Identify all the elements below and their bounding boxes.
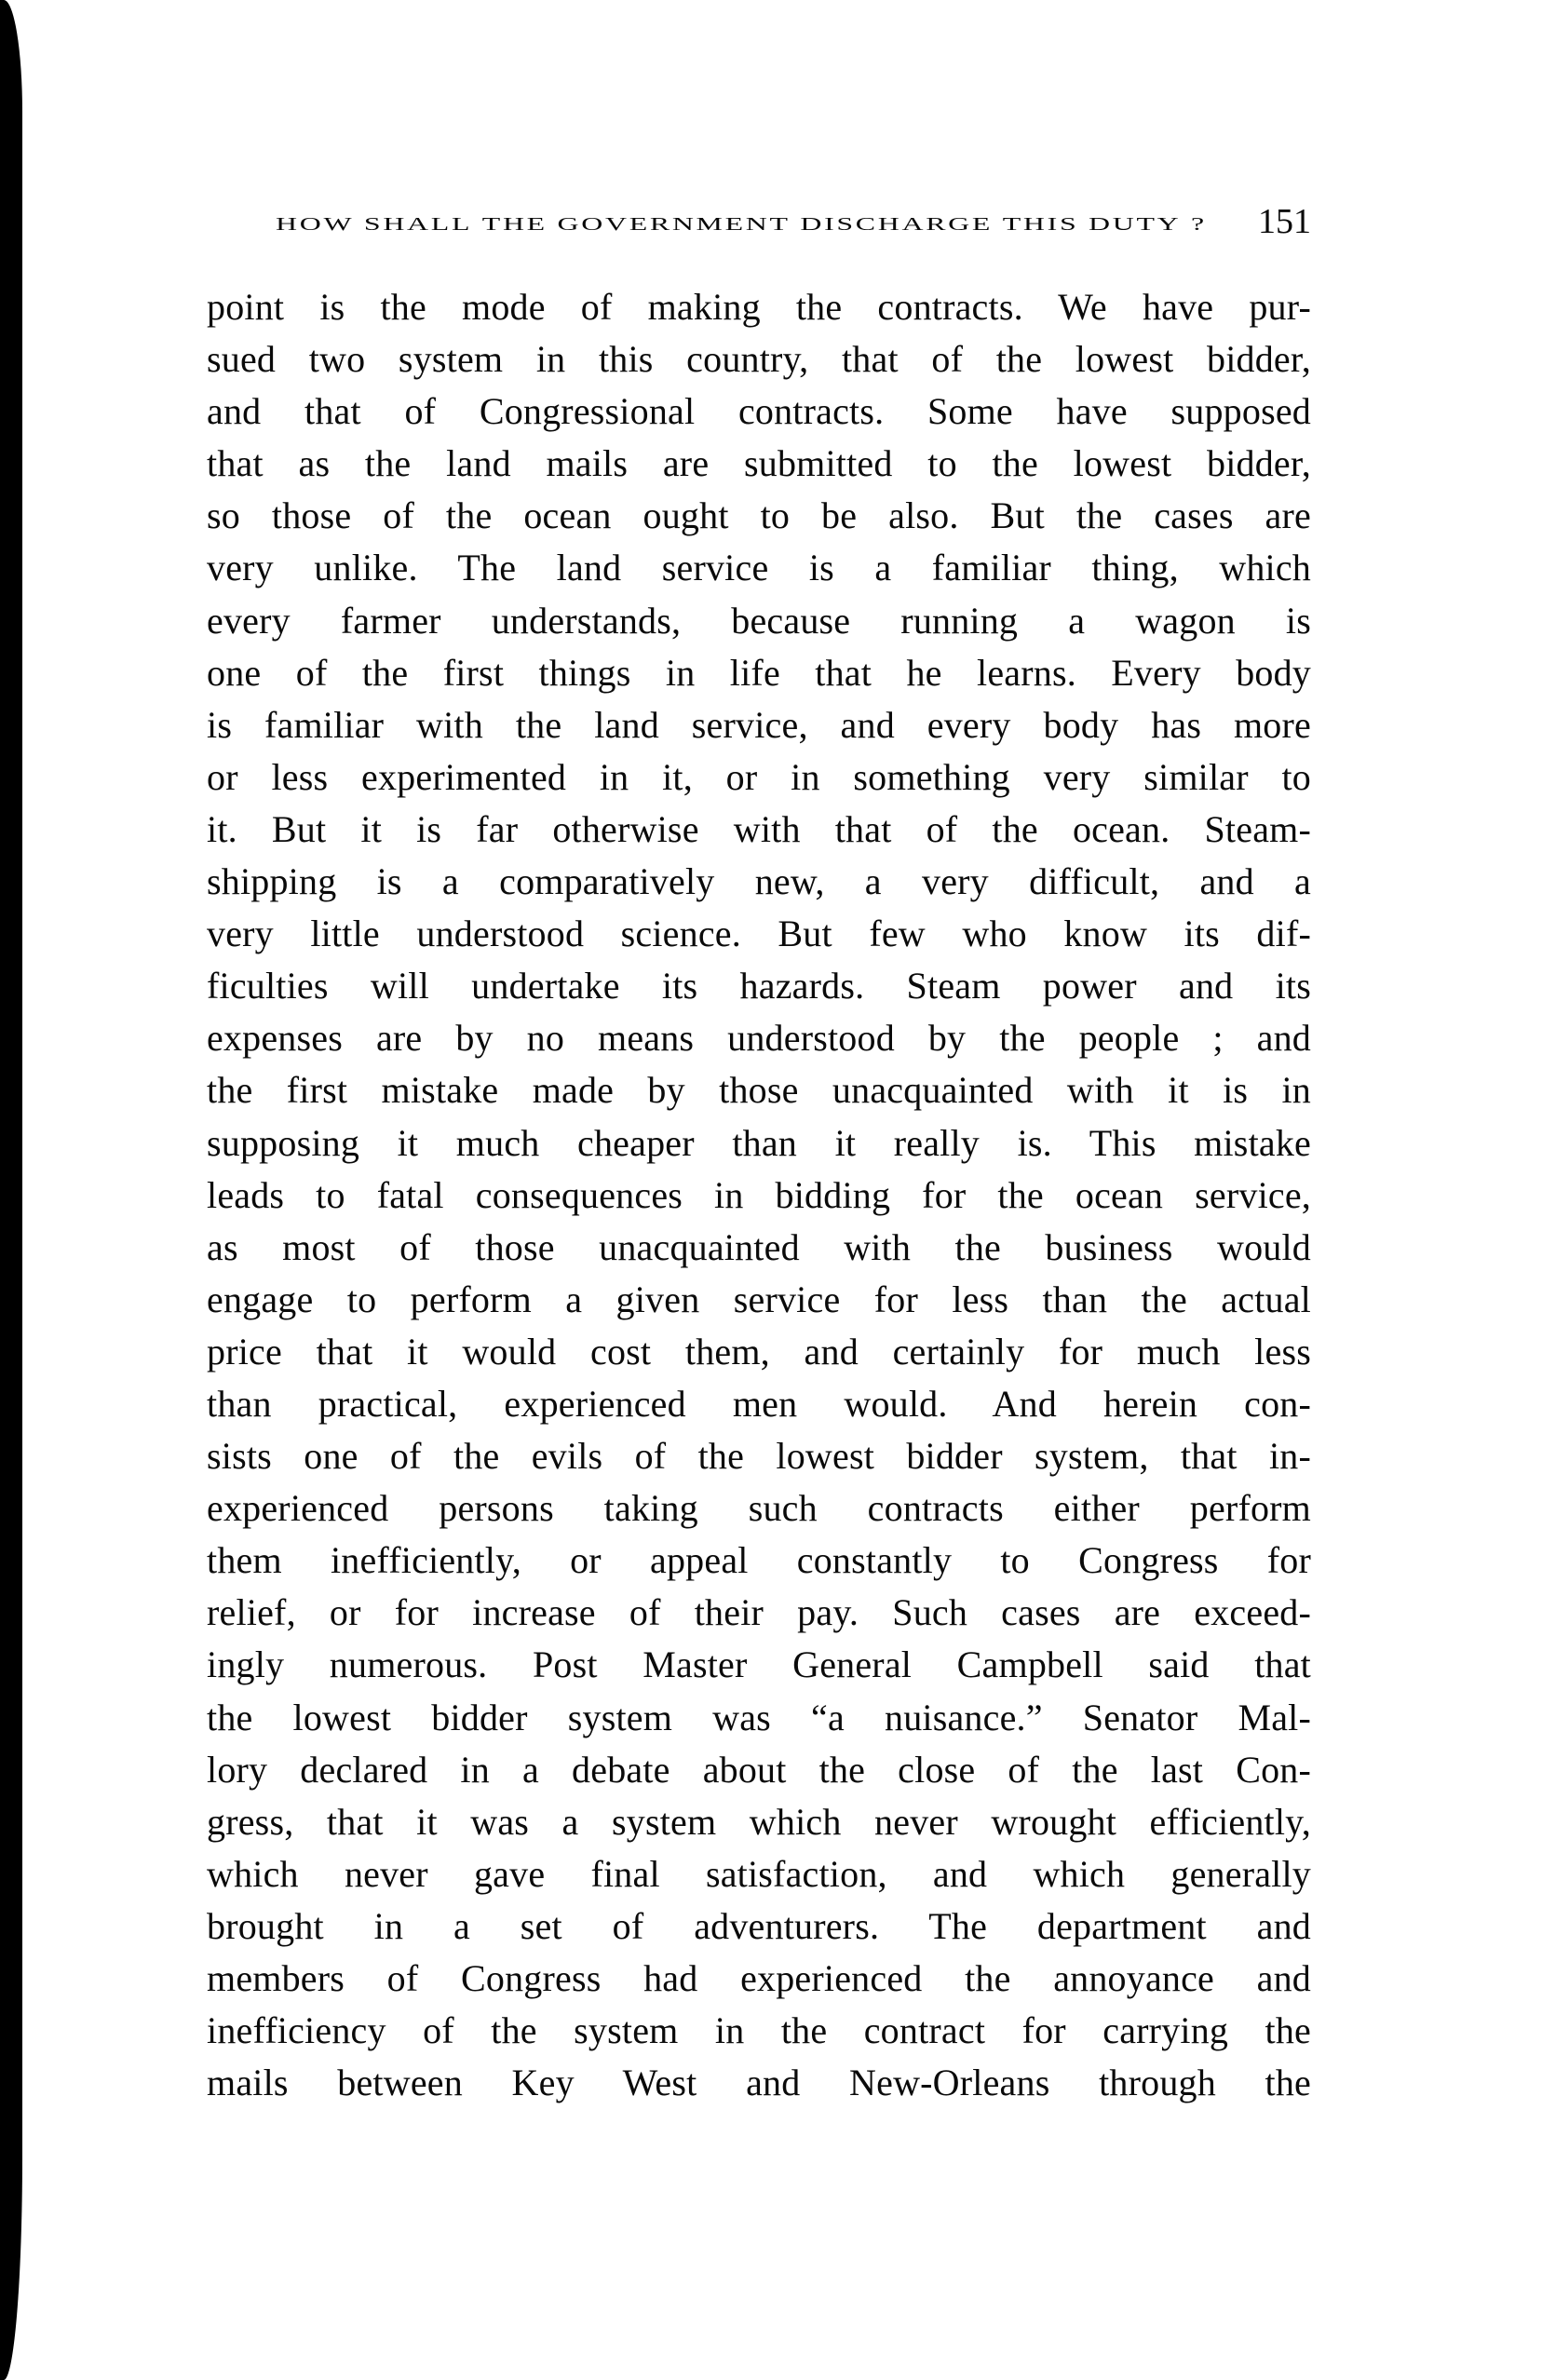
- text-line: the first mistake made by those unacquainted with it is in: [207, 1069, 1311, 1112]
- text-line: members of Congress had experienced the annoyance and: [207, 1957, 1311, 1999]
- text-line: expenses are by no means understood by the people ; and: [207, 1017, 1311, 1060]
- text-line: lory declared in a debate about the close of the last Con-: [207, 1748, 1311, 1791]
- text-line: it. But it is far otherwise with that of the ocean. Steam-: [207, 807, 1311, 850]
- text-line: sued two system in this country, that of the lowest bidder,: [207, 338, 1311, 381]
- text-line: gress, that it was a system which never wrought efficiently,: [207, 1800, 1311, 1843]
- text-line: one of the first things in life that he learns. Every body: [207, 651, 1311, 694]
- text-line: that as the land mails are submitted to the lowest bidder,: [207, 442, 1311, 485]
- text-line: the lowest bidder system was “a nuisance.” Senator Mal-: [207, 1696, 1311, 1738]
- text-line: shipping is a comparatively new, a very difficult, and a: [207, 860, 1311, 903]
- text-line: inefficiency of the system in the contract for carrying the: [207, 2009, 1311, 2052]
- text-line: and that of Congressional contracts. Some have supposed: [207, 390, 1311, 433]
- book-binding-edge: [0, 0, 22, 2380]
- text-line: is familiar with the land service, and every body has more: [207, 703, 1311, 746]
- text-line: mails between Key West and New-Orleans through the: [207, 2062, 1311, 2104]
- text-line: point is the mode of making the contracts. We have pur-: [207, 286, 1311, 328]
- text-line: or less experimented in it, or in something very similar to: [207, 755, 1311, 798]
- text-line: very unlike. The land service is a familiar thing, which: [207, 547, 1311, 589]
- text-line: brought in a set of adventurers. The department and: [207, 1904, 1311, 1947]
- text-line: ingly numerous. Post Master General Campbell said that: [207, 1643, 1311, 1686]
- text-line: sists one of the evils of the lowest bidder system, that in-: [207, 1435, 1311, 1478]
- text-line: supposing it much cheaper than it really is. This mistake: [207, 1121, 1311, 1164]
- text-line: leads to fatal consequences in bidding for the ocean service,: [207, 1173, 1311, 1216]
- running-head: [207, 202, 1311, 244]
- text-line: every farmer understands, because running a wagon is: [207, 599, 1311, 642]
- text-line: very little understood science. But few who know its dif-: [207, 913, 1311, 955]
- text-line: so those of the ocean ought to be also. But the cases are: [207, 494, 1311, 537]
- text-line: price that it would cost them, and certainly for much less: [207, 1330, 1311, 1373]
- body-text: [207, 281, 1311, 2109]
- text-line: as most of those unacquainted with the business would: [207, 1225, 1311, 1268]
- text-line: which never gave final satisfaction, and which generally: [207, 1852, 1311, 1895]
- text-line: experienced persons taking such contracts either perform: [207, 1487, 1311, 1530]
- running-head-title: how shall the government discharge this duty ?: [276, 207, 1207, 237]
- text-line: relief, or for increase of their pay. Such cases are exceed-: [207, 1591, 1311, 1634]
- text-line: than practical, experienced men would. And herein con-: [207, 1382, 1311, 1425]
- text-line: them inefficiently, or appeal constantly to Congress for: [207, 1539, 1311, 1582]
- text-line: ficulties will undertake its hazards. Steam power and its: [207, 965, 1311, 1007]
- text-line: engage to perform a given service for less than the actual: [207, 1278, 1311, 1320]
- page-number: 151: [1258, 202, 1311, 241]
